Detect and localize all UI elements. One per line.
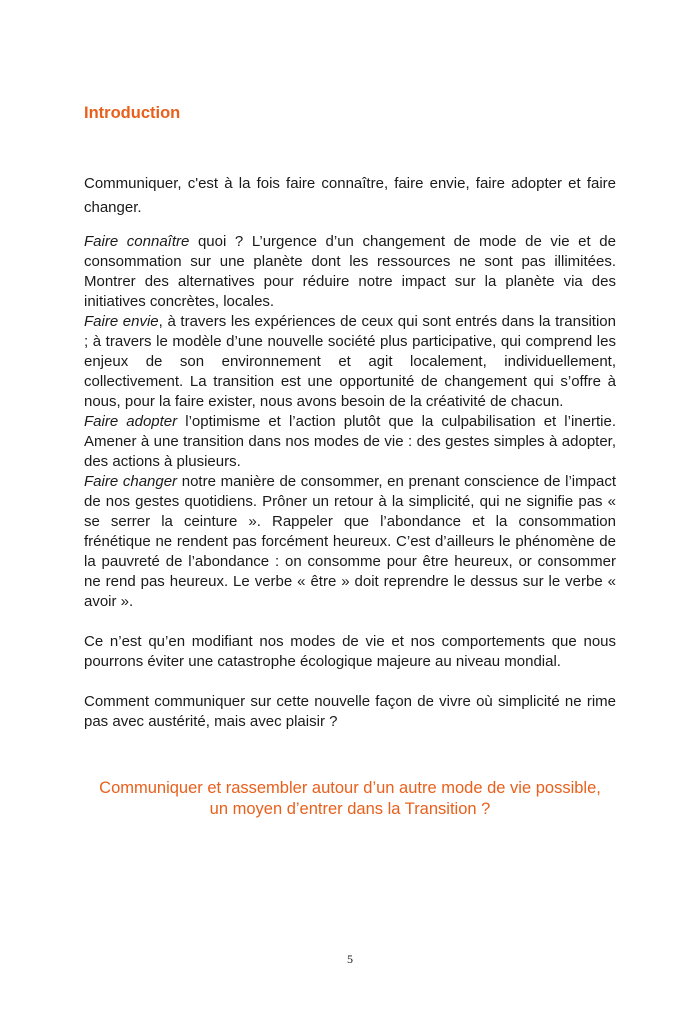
closing-line-2: un moyen d’entrer dans la Transition ? (209, 800, 491, 818)
page-number: 5 (347, 952, 353, 966)
item-term: Faire adopter (84, 413, 178, 430)
closing-statement (60, 778, 640, 820)
section-heading: Introduction (84, 104, 181, 122)
paragraph-catastrophe: Ce n’est qu’en modifiant nos modes de vie et nos comportements que nous pourrons éviter une catastrophe écologique majeure au niveau mondial. (84, 633, 616, 670)
item-term: Faire connaître (84, 233, 190, 250)
item-faire-changer (84, 472, 616, 612)
item-term: Faire changer (84, 473, 178, 490)
body-text (84, 172, 616, 732)
item-faire-envie (84, 312, 616, 412)
item-text: quoi ? L’urgence d’un changement de mode de vie et de consommation sur une planète dont les ressources ne sont pas illimitées. Montrer des alternatives pour réduire notre impact sur la planète via des initiatives concrètes, locales. (84, 233, 616, 310)
item-faire-connaitre (84, 232, 616, 312)
item-faire-adopter (84, 412, 616, 472)
closing-line-1: Communiquer et rassembler autour d’un autre mode de vie possible, (99, 779, 601, 797)
paragraph-question: Comment communiquer sur cette nouvelle façon de vivre où simplicité ne rime pas avec austérité, mais avec plaisir ? (84, 693, 616, 730)
item-text: , à travers les expériences de ceux qui sont entrés dans la transition ; à travers le modèle d’une nouvelle société plus participative, qui comprend les enjeux de son environnement et agit localement, individuellement, collectivement. La transition est une opportunité de changement qui s’offre à nous, pour la faire exister, nous avons besoin de la créativité de chacun. (84, 313, 616, 410)
item-text: l’optimisme et l’action plutôt que la culpabilisation et l’inertie. Amener à une transition dans nos modes de vie : des gestes simples à adopter, des actions à plusieurs. (84, 413, 616, 470)
intro-paragraph: Communiquer, c'est à la fois faire connaître, faire envie, faire adopter et faire changer. (84, 175, 616, 216)
item-term: Faire envie (84, 313, 159, 330)
item-text: notre manière de consommer, en prenant conscience de l’impact de nos gestes quotidiens. Prôner un retour à la simplicité, qui ne signifie pas « se serrer la ceinture ». Rappeler que l’abondance et la consommation frénétique ne rendent pas forcément heureux. C’est d’ailleurs le phénomène de la pauvreté de l’abondance : on consomme pour être heureux, or consommer ne rend pas heureux. Le verbe « être » doit reprendre le dessus sur le verbe « avoir ». (84, 473, 616, 610)
